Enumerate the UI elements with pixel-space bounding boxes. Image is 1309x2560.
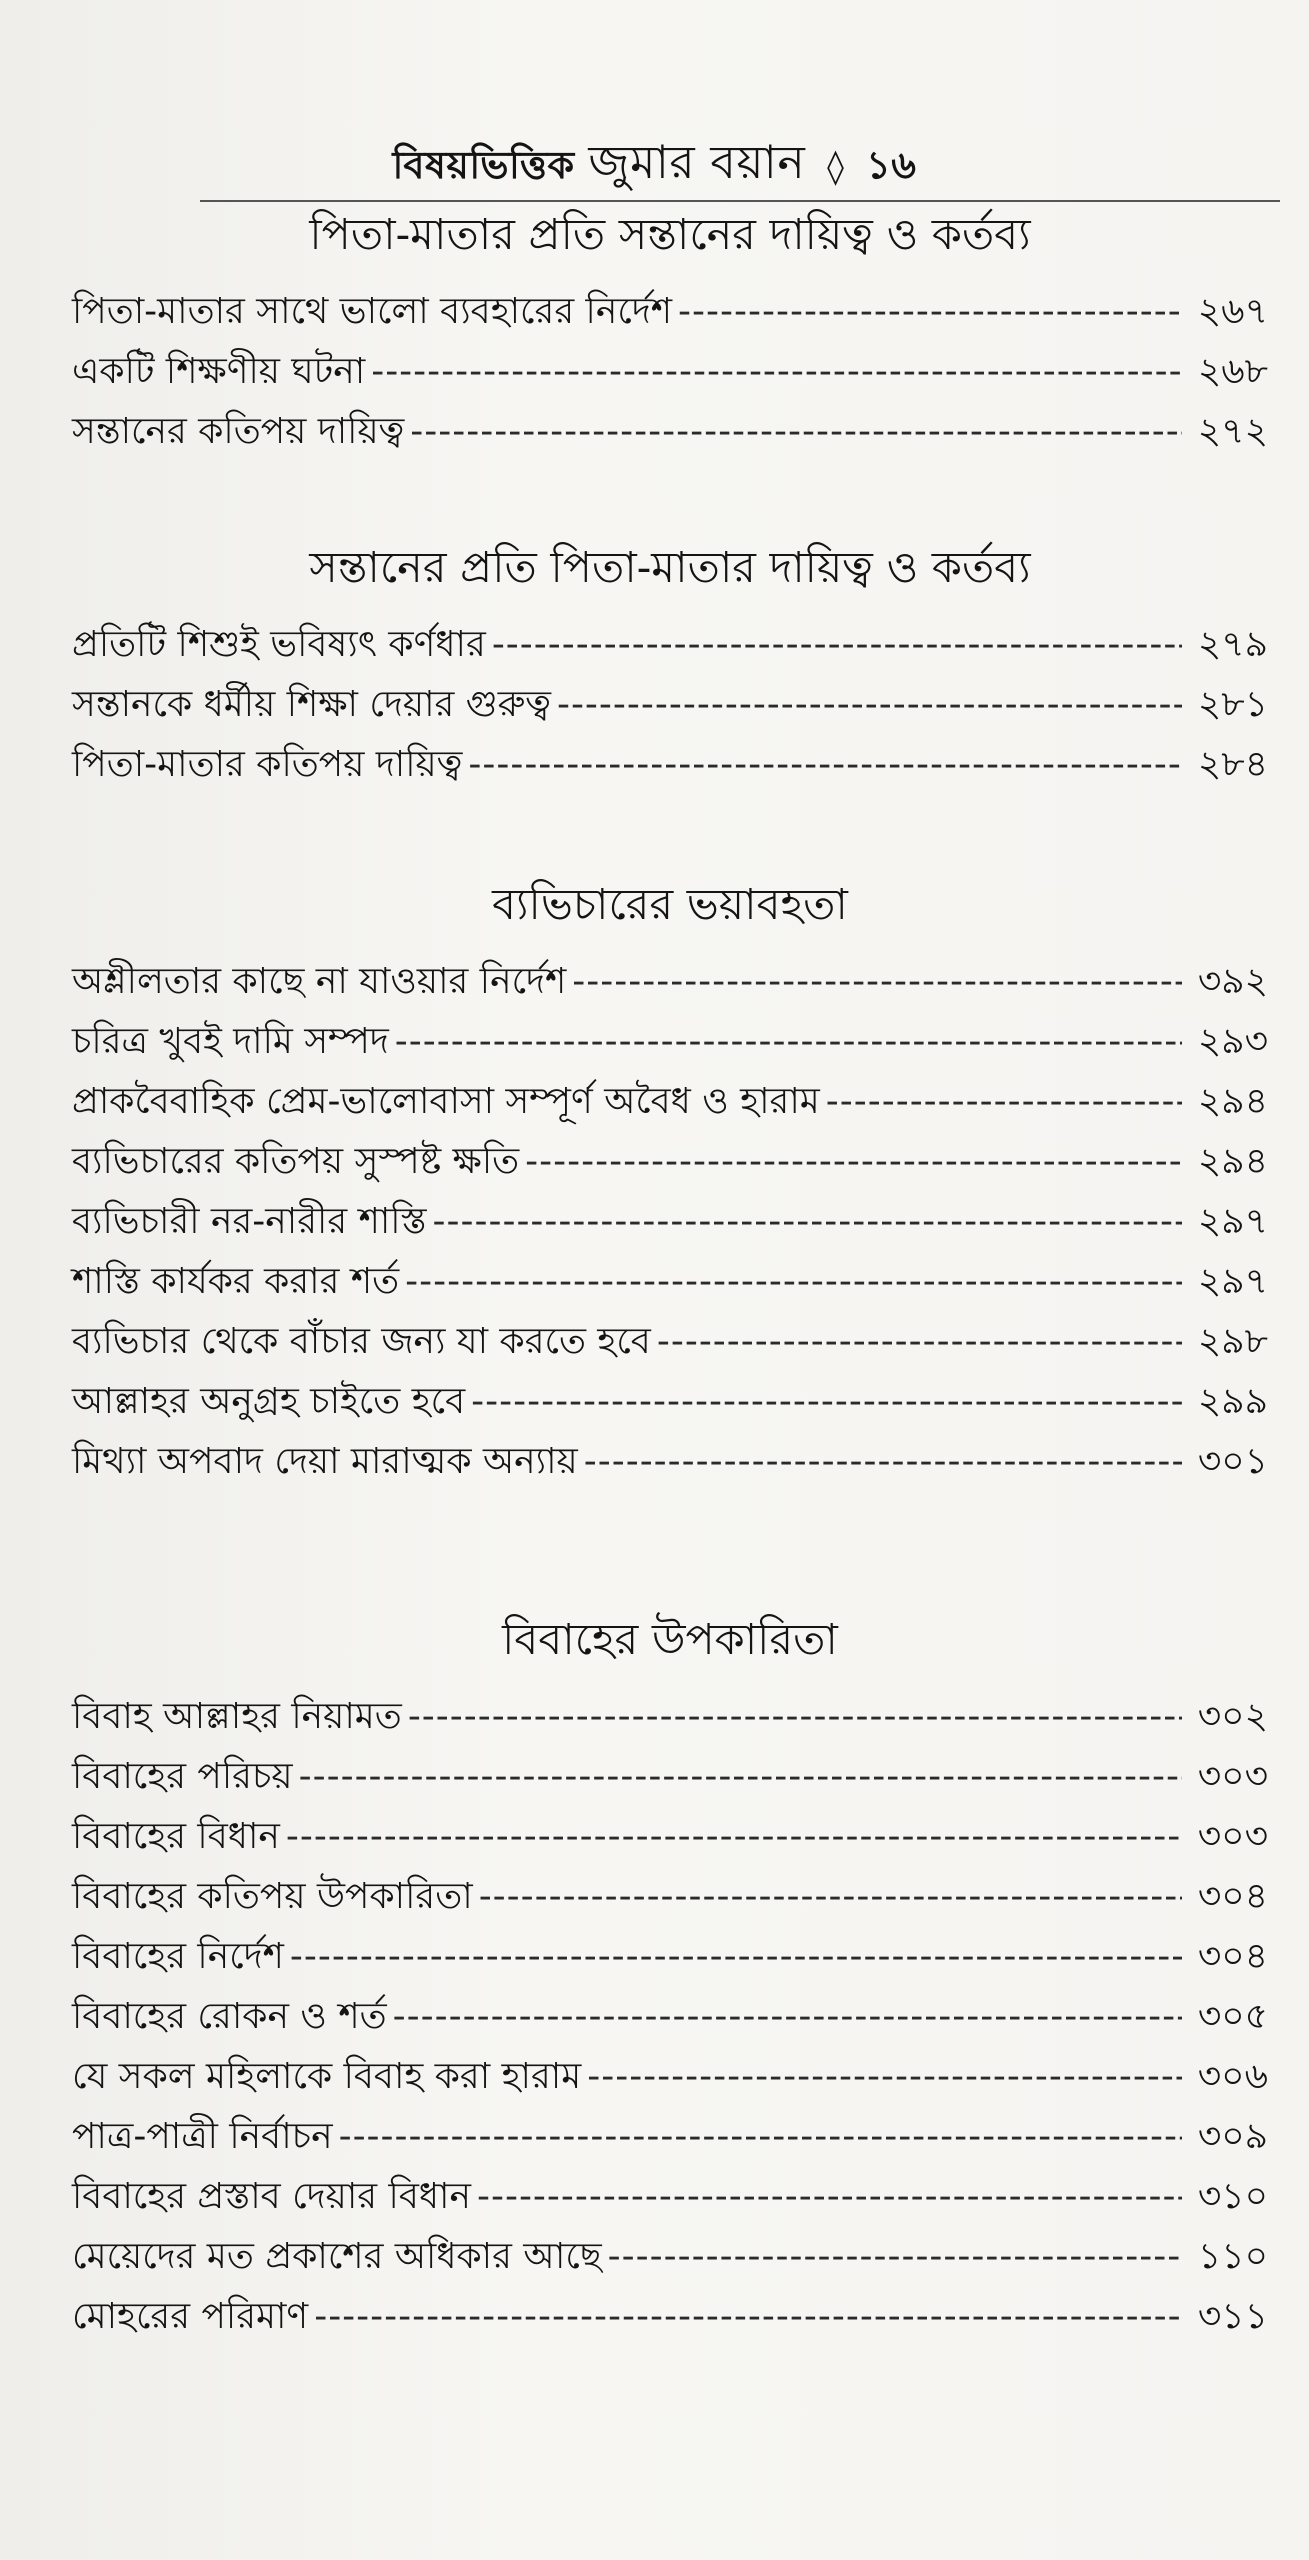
- toc-entry: [72, 2168, 1268, 2228]
- dot-leader: [405, 1253, 1182, 1311]
- section-title: পিতা-মাতার প্রতি সন্তানের দায়িত্ব ও কর্তব্য: [309, 210, 1031, 260]
- toc-entry-page: ২৯৩: [1197, 1021, 1268, 1062]
- dot-leader: [393, 1988, 1182, 2046]
- toc-section-parents-duties: [72, 205, 1268, 463]
- toc-entry-title: বিবাহের রোকন ও শর্ত: [72, 1996, 387, 2037]
- toc-entry-page: ৩০৩: [1197, 1756, 1268, 1797]
- toc-entry: [72, 1133, 1268, 1193]
- toc-entry-page: ৩০৯: [1197, 2116, 1268, 2157]
- toc-entry-page: ২৯৪: [1197, 1141, 1268, 1182]
- toc-section-adultery: [72, 875, 1268, 1493]
- toc-entry-title: ব্যভিচারের কতিপয় সুস্পষ্ট ক্ষতি: [72, 1141, 520, 1182]
- header-title: জুমার বয়ান: [588, 135, 806, 189]
- toc-entry-title: পাত্র-পাত্রী নির্বাচন: [72, 2116, 333, 2157]
- toc-entry-page: ৩০৬: [1197, 2056, 1268, 2097]
- toc-entry-title: পিতা-মাতার কতিপয় দায়িত্ব: [72, 744, 463, 785]
- dot-leader: [290, 1928, 1182, 1986]
- dot-leader: [468, 736, 1182, 794]
- toc-entry-title: বিবাহের নির্দেশ: [72, 1936, 284, 1977]
- toc-entry-title: বিবাহের প্রস্তাব দেয়ার বিধান: [72, 2176, 471, 2217]
- toc-entry-title: যে সকল মহিলাকে বিবাহ করা হারাম: [72, 2056, 582, 2097]
- toc-entry-title: মোহরের পরিমাণ: [72, 2296, 309, 2337]
- toc-entry-title: প্রতিটি শিশুই ভবিষ্যৎ কর্ণধার: [72, 624, 486, 665]
- toc-entry: [72, 1313, 1268, 1373]
- toc-entry-page: ২৮৪: [1197, 744, 1268, 785]
- toc-entry-page: ৩০৪: [1197, 1876, 1268, 1917]
- dot-leader: [525, 1133, 1182, 1191]
- toc-entry-title: ব্যভিচার থেকে বাঁচার জন্য যা করতে হবে: [72, 1321, 651, 1362]
- toc-entry: [72, 283, 1268, 343]
- toc-entry: [72, 953, 1268, 1013]
- dot-leader: [657, 1313, 1182, 1371]
- dot-leader: [584, 1433, 1182, 1491]
- toc-entry-title: প্রাকবৈবাহিক প্রেম-ভালোবাসা সম্পূর্ণ অবৈধ ও হারাম: [72, 1081, 820, 1122]
- toc-entry-title: আল্লাহর অনুগ্রহ চাইতে হবে: [72, 1381, 466, 1422]
- toc-entry-page: ২৮১: [1197, 684, 1268, 725]
- toc-entry-title: বিবাহের বিধান: [72, 1816, 280, 1857]
- dot-leader: [572, 953, 1182, 1011]
- toc-entry-page: ১১০: [1197, 2236, 1268, 2277]
- toc-entry-title: মিথ্যা অপবাদ দেয়া মারাত্মক অন্যায়: [72, 1441, 578, 1482]
- toc-entry-page: ৩৯২: [1197, 961, 1268, 1002]
- toc-entry: [72, 1073, 1268, 1133]
- dot-leader: [557, 676, 1182, 734]
- toc-entry-page: ২৯৪: [1197, 1081, 1268, 1122]
- toc-entry: [72, 1688, 1268, 1748]
- toc-entry-page: ৩১১: [1197, 2296, 1268, 2337]
- dot-leader: [826, 1073, 1182, 1131]
- toc-entry: [72, 343, 1268, 403]
- toc-entry: [72, 676, 1268, 736]
- header-prefix: বিষয়ভিত্তিক: [392, 142, 575, 187]
- toc-entry-title: অশ্লীলতার কাছে না যাওয়ার নির্দেশ: [72, 961, 567, 1002]
- toc-section-marriage-benefits: [72, 1610, 1268, 2348]
- running-header: [0, 128, 1309, 204]
- dot-leader: [314, 2288, 1182, 2346]
- toc-entry-title: সন্তানের কতিপয় দায়িত্ব: [72, 411, 405, 452]
- dot-leader: [608, 2228, 1182, 2286]
- section-title: সন্তানের প্রতি পিতা-মাতার দায়িত্ব ও কর্তব্য: [309, 543, 1031, 593]
- toc-entry: [72, 1193, 1268, 1253]
- toc-entry: [72, 2108, 1268, 2168]
- toc-section-children-duties: [72, 538, 1268, 796]
- dot-leader: [433, 1193, 1183, 1251]
- toc-entry-title: সন্তানকে ধর্মীয় শিক্ষা দেয়ার গুরুত্ব: [72, 684, 551, 725]
- dot-leader: [408, 1688, 1182, 1746]
- dot-leader: [395, 1013, 1182, 1071]
- toc-entry: [72, 1253, 1268, 1313]
- dot-leader: [587, 2048, 1182, 2106]
- toc-entry-title: শাস্তি কার্যকর করার শর্ত: [72, 1261, 400, 1302]
- dot-leader: [492, 616, 1182, 674]
- dot-leader: [299, 1748, 1182, 1806]
- toc-entry: [72, 2288, 1268, 2348]
- toc-entry: [72, 2228, 1268, 2288]
- toc-entry-page: ২৯৭: [1197, 1201, 1268, 1242]
- toc-entry: [72, 736, 1268, 796]
- toc-entry-page: ৩১০: [1197, 2176, 1268, 2217]
- toc-entry-page: ২৬৭: [1197, 291, 1268, 332]
- dot-leader: [477, 2168, 1182, 2226]
- toc-entry: [72, 1013, 1268, 1073]
- toc-entry-page: ২৯৯: [1197, 1381, 1268, 1422]
- section-title: ব্যভিচারের ভয়াবহতা: [492, 880, 848, 930]
- dot-leader: [286, 1808, 1182, 1866]
- toc-entry-page: ২৭৯: [1197, 624, 1268, 665]
- toc-entry: [72, 1988, 1268, 2048]
- toc-entry-page: ৩০৩: [1197, 1816, 1268, 1857]
- header-divider: [200, 200, 1280, 202]
- toc-entry-page: ৩০১: [1197, 1441, 1268, 1482]
- toc-entry-page: ৩০২: [1197, 1696, 1268, 1737]
- toc-entry-title: চরিত্র খুবই দামি সম্পদ: [72, 1021, 389, 1062]
- header-page-number: ১৬: [866, 142, 917, 187]
- toc-entry-title: ব্যভিচারী নর-নারীর শাস্তি: [72, 1201, 427, 1242]
- toc-entry-page: ৩০৫: [1197, 1996, 1268, 2037]
- diamond-icon: ◊: [827, 147, 845, 187]
- section-title: বিবাহের উপকারিতা: [502, 1615, 838, 1665]
- toc-entry: [72, 403, 1268, 463]
- toc-entry: [72, 2048, 1268, 2108]
- toc-entry-title: বিবাহ আল্লাহর নিয়ামত: [72, 1696, 402, 1737]
- toc-entry-page: ২৭২: [1197, 411, 1268, 452]
- toc-entry: [72, 1928, 1268, 1988]
- toc-entry-title: বিবাহের কতিপয় উপকারিতা: [72, 1876, 473, 1917]
- toc-entry-title: একটি শিক্ষণীয় ঘটনা: [72, 351, 366, 392]
- toc-entry: [72, 616, 1268, 676]
- toc-entry-title: মেয়েদের মত প্রকাশের অধিকার আছে: [72, 2236, 602, 2277]
- toc-entry-page: ২৯৮: [1197, 1321, 1268, 1362]
- toc-entry: [72, 1868, 1268, 1928]
- toc-entry-title: বিবাহের পরিচয়: [72, 1756, 293, 1797]
- toc-entry-page: ৩০৪: [1197, 1936, 1268, 1977]
- dot-leader: [410, 403, 1182, 461]
- dot-leader: [371, 343, 1182, 401]
- toc-entry: [72, 1433, 1268, 1493]
- toc-entry-title: পিতা-মাতার সাথে ভালো ব্যবহারের নির্দেশ: [72, 291, 673, 332]
- dot-leader: [471, 1373, 1182, 1431]
- toc-entry: [72, 1808, 1268, 1868]
- toc-entry: [72, 1373, 1268, 1433]
- toc-entry-page: ২৯৭: [1197, 1261, 1268, 1302]
- dot-leader: [678, 283, 1182, 341]
- dot-leader: [479, 1868, 1182, 1926]
- toc-entry: [72, 1748, 1268, 1808]
- dot-leader: [339, 2108, 1182, 2166]
- toc-entry-page: ২৬৮: [1197, 351, 1268, 392]
